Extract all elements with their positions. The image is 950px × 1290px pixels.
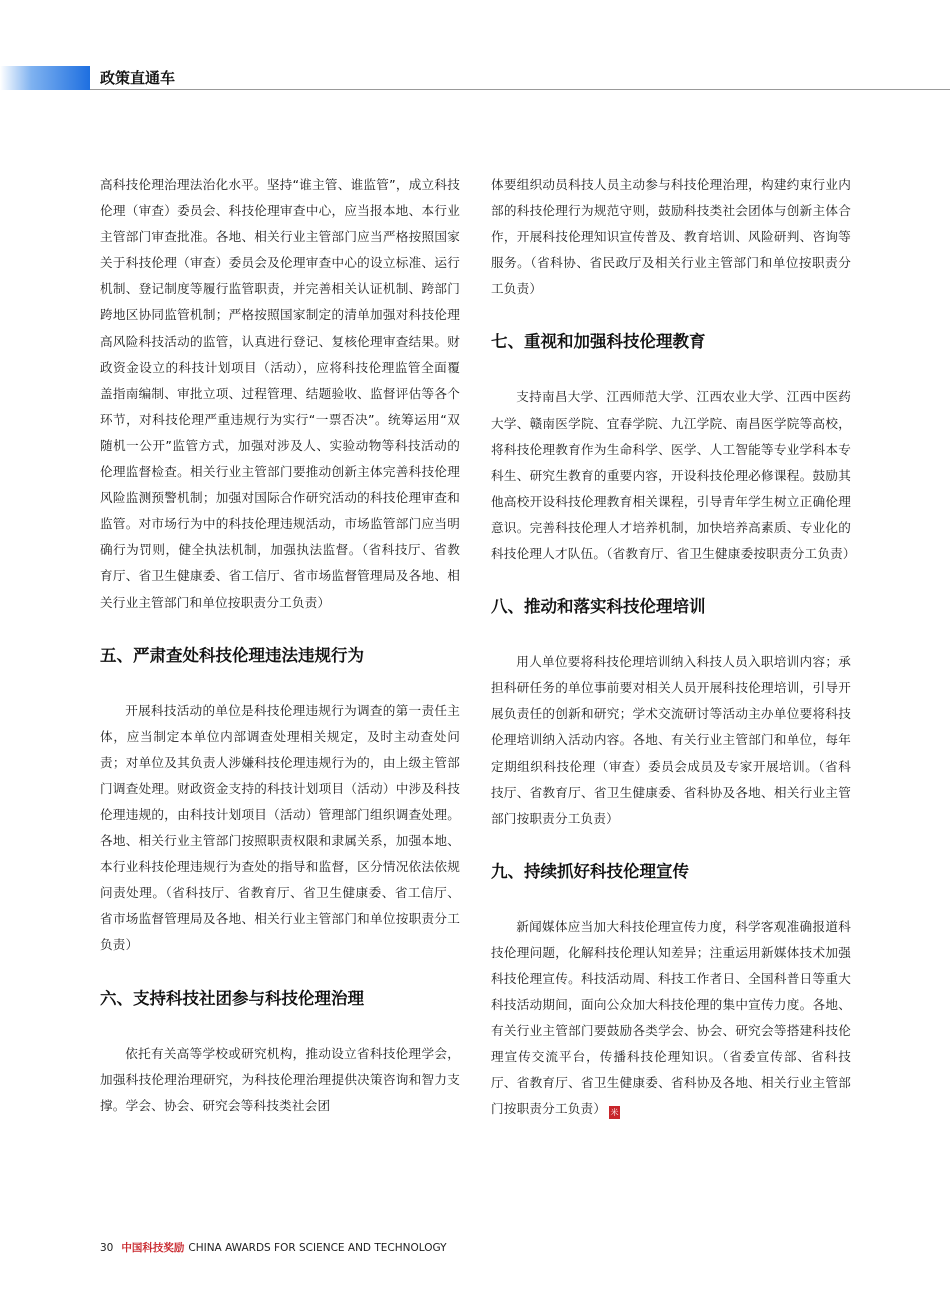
page-number: 30 [100, 1242, 114, 1254]
section-8-body: 用人单位要将科技伦理培训纳入科技人员入职培训内容；承担科研任务的单位事前要对相关人员开展科技伦理培训，引导开展负责任的创新和研究；学术交流研讨等活动主办单位要将科技伦理培训纳入活动内容。各地、有关行业主管部门和单位，每年定期组织科技伦理（审查）委员会成员及专家开展培训。（省科技厅、省教育厅、省卫生健康委、省科协及各地、相关行业主管部门按职责分工负责） [491, 654, 851, 826]
header-accent-bar [0, 66, 90, 90]
magazine-name-cn: 中国科技奖励 [121, 1242, 185, 1254]
page-footer [100, 1241, 447, 1255]
section-7-title: 七、重视和加强科技伦理教育 [491, 332, 706, 352]
section-5-title: 五、严肃查处科技伦理违法违规行为 [100, 645, 364, 665]
section-header-title: 政策直通车 [100, 69, 176, 87]
left-column [100, 172, 460, 1119]
section-6-title: 六、支持科技社团参与科技伦理治理 [100, 988, 364, 1008]
section-9-body: 新闻媒体应当加大科技伦理宣传力度，科学客观准确报道科技伦理问题，化解科技伦理认知差异；注重运用新媒体技术加强科技伦理宣传。科技活动周、科技工作者日、全国科普日等重大科技活动期间，面向公众加大科技伦理的集中宣传力度。各地、有关行业主管部门要鼓励各类学会、协会、研究会等搭建科技伦理宣传交流平台，传播科技伦理知识。（省委宣传部、省科技厅、省教育厅、省卫生健康委、省科协及各地、相关行业主管部门按职责分工负责） [491, 918, 851, 1117]
header-divider [90, 89, 950, 90]
section-8-title: 八、推动和落实科技伦理培训 [491, 597, 706, 617]
section-7-body: 支持南昌大学、江西师范大学、江西农业大学、江西中医药大学、赣南医学院、宜春学院、九江学院、南昌医学院等高校，将科技伦理教育作为生命科学、医学、人工智能等专业学科本专科生、研究生教育的重要内容，开设科技伦理必修课程。鼓励其他高校开设科技伦理教育相关课程，引导青年学生树立正确伦理意识。完善科技伦理人才培养机制，加快培养高素质、专业化的科技伦理人才队伍。（省教育厅、省卫生健康委按职责分工负责） [491, 389, 856, 562]
right-column [491, 172, 856, 1123]
article-end-mark-icon: 米 [610, 1108, 619, 1118]
paragraph-continued: 高科技伦理治理法治化水平。坚持“谁主管、谁监管”，成立科技伦理（审查）委员会、科技伦理审查中心，应当报本地、本行业主管部门审查批准。各地、相关行业主管部门应当严格按照国家关于科技伦理（审查）委员会及伦理审查中心的设立标准、运行机制、登记制度等履行监管职责，并完善相关认证机制、跨部门跨地区协同监管机制；严格按照国家制定的清单加强对科技伦理高风险科技活动的监管，认真进行登记、复核伦理审查结果。财政资金设立的科技计划项目（活动），应将科技伦理监管全面覆盖指南编制、审批立项、过程管理、结题验收、监督评估等各个环节，对科技伦理严重违规行为实行“一票否决”。统筹运用“双随机一公开”监管方式，加强对涉及人、实验动物等科技活动的伦理监督检查。相关行业主管部门要推动创新主体完善科技伦理风险监测预警机制；加强对国际合作研究活动的科技伦理审查和监管。对市场行为中的科技伦理违规活动，市场监管部门应当明确行为罚则，健全执法机制，加强执法监督。（省科技厅、省教育厅、省卫生健康委、省工信厅、省市场监督管理局及各地、相关行业主管部门和单位按职责分工负责） [100, 177, 460, 610]
section-9-title: 九、持续抓好科技伦理宣传 [491, 861, 689, 881]
section-5-body: 开展科技活动的单位是科技伦理违规行为调查的第一责任主体，应当制定本单位内部调查处理相关规定，及时主动查处问责；对单位及其负责人涉嫌科技伦理违规行为的，由上级主管部门调查处理。财政资金支持的科技计划项目（活动）中涉及科技伦理违规的，由科技计划项目（活动）管理部门组织调查处理。各地、相关行业主管部门按照职责权限和隶属关系，加强本地、本行业科技伦理违规行为查处的指导和监督，区分情况依法依规问责处理。（省科技厅、省教育厅、省卫生健康委、省工信厅、省市场监督管理局及各地、相关行业主管部门和单位按职责分工负责） [100, 702, 460, 953]
magazine-name-en: CHINA AWARDS FOR SCIENCE AND TECHNOLOGY [188, 1242, 447, 1254]
section-9-body-wrapper [491, 914, 851, 1123]
paragraph-continued-right: 体要组织动员科技人员主动参与科技伦理治理，构建约束行业内部的科技伦理行为规范守则，鼓励科技类社会团体与创新主体合作，开展科技伦理知识宣传普及、教育培训、风险研判、咨询等服务。（省科协、省民政厅及相关行业主管部门和单位按职责分工负责） [491, 177, 851, 297]
section-6-body: 依托有关高等学校或研究机构，推动设立省科技伦理学会，加强科技伦理治理研究，为科技伦理治理提供决策咨询和智力支撑。学会、协会、研究会等科技类社会团 [100, 1045, 460, 1113]
